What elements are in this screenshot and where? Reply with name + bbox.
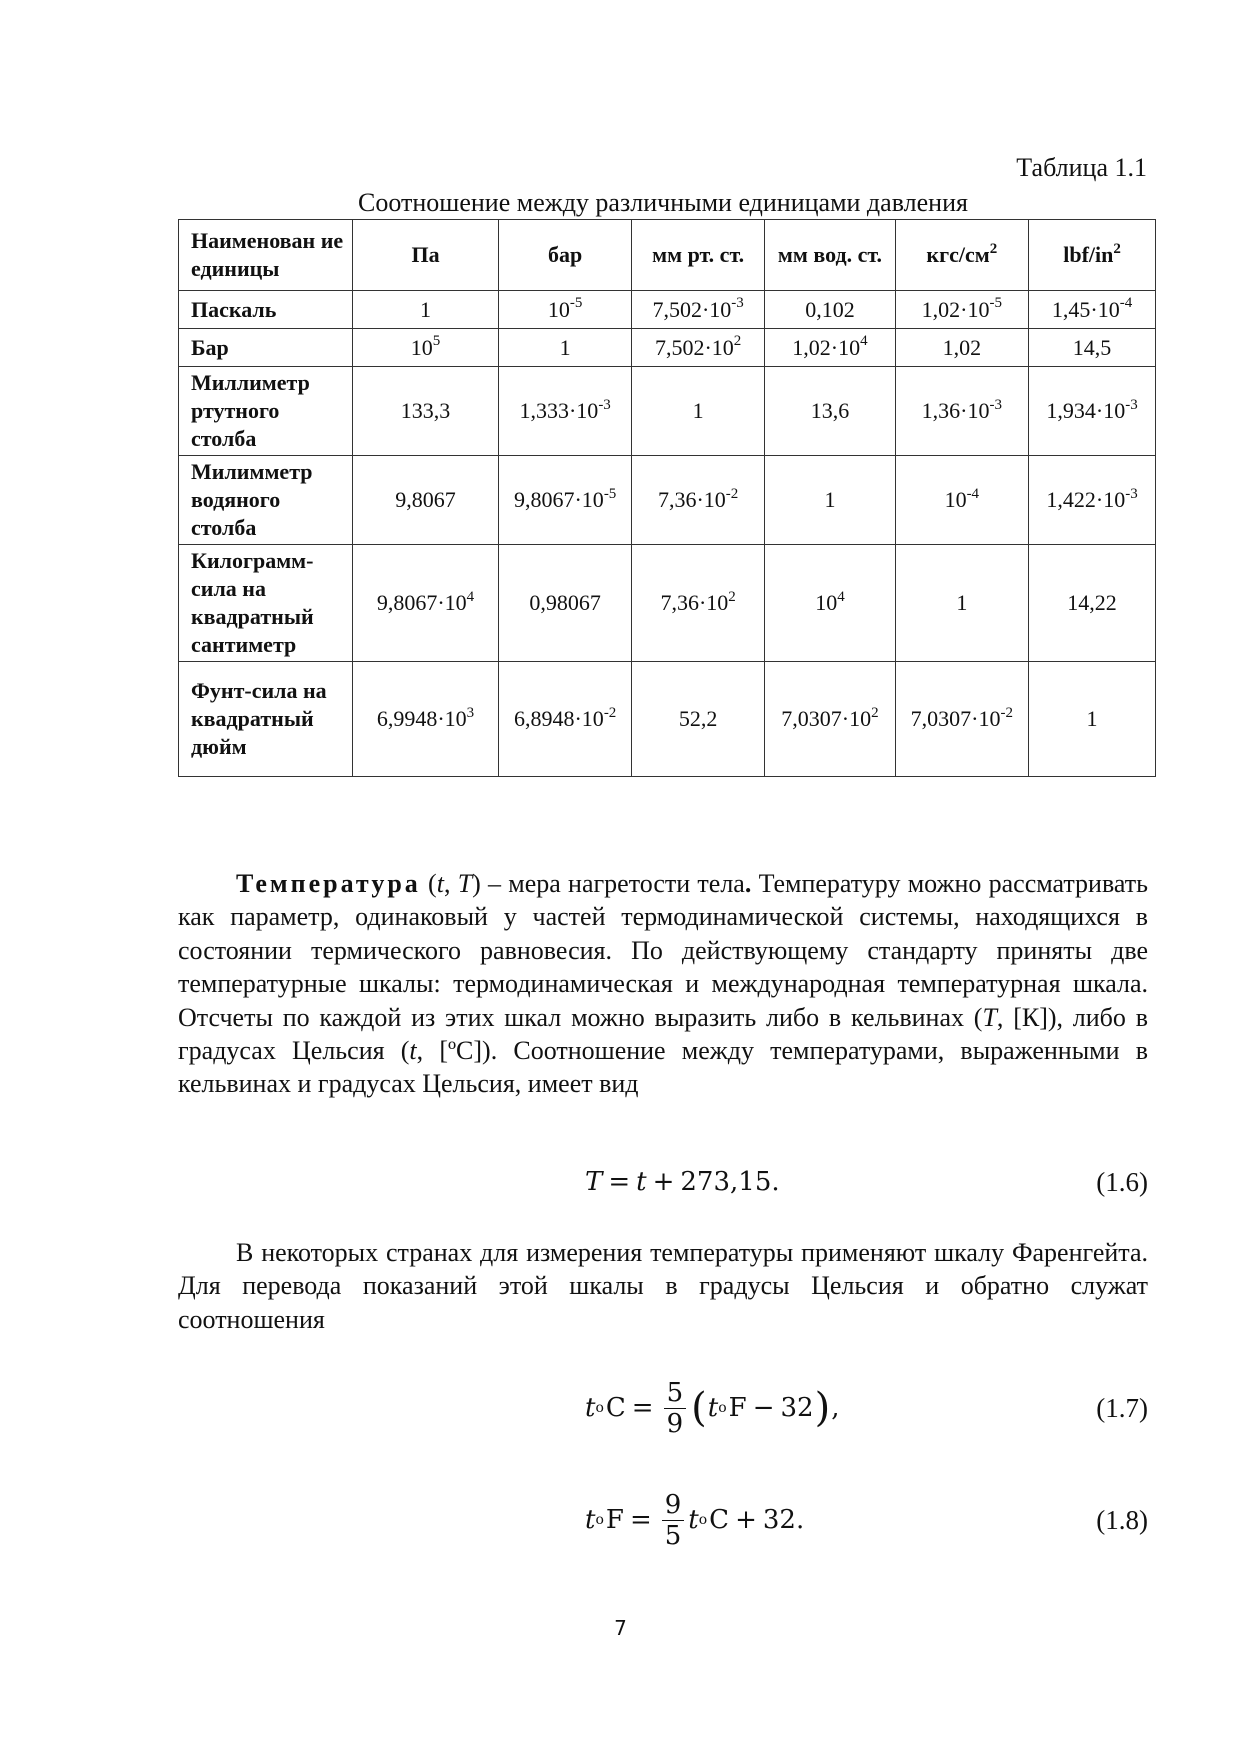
table-cell: 14,22 — [1029, 545, 1156, 662]
table-cell: $7,0307\cdot 10^{-2}$ — [895, 662, 1029, 777]
formula-1-8 — [178, 1490, 1148, 1550]
paragraph-temperature: Температура (t, T) – мера нагретости тела. Температуру можно рассматривать как параметр, одинаковый у частей термодинамической системы, находящихся в состоянии термического равновесия. По действующему стандарту приняты две температурные шкалы: термодинамическая и международная температурная шкала. Отсчеты по каждой из этих шкал можно выразить либо в кельвинах (T, [К]), либо в градусах Цельсия (t, [ºС]). Соотношение между температурами, выраженными в кельвинах и градусах Цельсия, имеет вид — [178, 869, 1148, 1099]
table-cell: 1 — [352, 291, 499, 329]
formula-number: (1.8) — [1096, 1504, 1148, 1535]
table-cell: $7,502\cdot 10^{-3}$ — [631, 291, 765, 329]
table-cell: 0,102 — [765, 291, 895, 329]
formula-number: (1.7) — [1096, 1392, 1148, 1423]
formula-1-7 — [178, 1378, 1148, 1438]
table-cell: 1 — [631, 367, 765, 456]
formula-1-6 — [178, 1152, 1148, 1212]
formula-number: (1.6) — [1096, 1166, 1148, 1197]
table-title: Соотношение между различными единицами давления — [358, 188, 968, 217]
table-cell: $10^4$ — [765, 545, 895, 662]
table-header-row — [179, 220, 1156, 291]
row-unit-name: Бар — [179, 329, 353, 367]
term-temperature: Температура — [236, 869, 421, 898]
table-cell: $10^5$ — [352, 329, 499, 367]
table-cell: $1,45\cdot 10^{-4}$ — [1029, 291, 1156, 329]
page-number: 7 — [614, 1616, 627, 1640]
table-cell: $9,8067\cdot 10^{-5}$ — [499, 456, 631, 545]
table-row — [179, 662, 1156, 777]
table-row — [179, 545, 1156, 662]
header-cell: Па — [352, 220, 499, 291]
table-cell: $10^{-4}$ — [895, 456, 1029, 545]
table-cell: $6,9948\cdot 10^3$ — [352, 662, 499, 777]
header-cell: Наименован ие единицы — [179, 220, 353, 291]
row-unit-name: Килограмм-сила на квадратный сантиметр — [179, 545, 353, 662]
header-cell: lbf/$in^2$ — [1029, 220, 1156, 291]
table-cell: 1 — [1029, 662, 1156, 777]
table-cell: $9,8067\cdot 10^4$ — [352, 545, 499, 662]
table-cell: $1,02\cdot 10^{-5}$ — [895, 291, 1029, 329]
table-body — [179, 291, 1156, 777]
table-label: Таблица 1.1 — [1016, 153, 1147, 182]
table-cell: 13,6 — [765, 367, 895, 456]
table-row — [179, 367, 1156, 456]
table-row — [179, 456, 1156, 545]
fraction: $\frac{5}{9}$ — [664, 1378, 687, 1439]
fraction: $\frac{9}{5}$ — [662, 1490, 685, 1551]
paragraph-fahrenheit: В некоторых странах для измерения температуры применяют шкалу Фаренгейта. Для перевода показаний этой шкалы в градусы Цельсия и обратно служат соотношения — [178, 1238, 1148, 1334]
table-cell: 14,5 — [1029, 329, 1156, 367]
table-cell: $1,36\cdot 10^{-3}$ — [895, 367, 1029, 456]
header-cell: мм вод. ст. — [765, 220, 895, 291]
table-cell: $6,8948\cdot 10^{-2}$ — [499, 662, 631, 777]
table-cell: $7,502\cdot 10^2$ — [631, 329, 765, 367]
table-cell: $7,36\cdot 10^2$ — [631, 545, 765, 662]
row-unit-name: Милимметр водяного столба — [179, 456, 353, 545]
row-unit-name: Миллиметр ртутного столба — [179, 367, 353, 456]
table-cell: $1,934\cdot 10^{-3}$ — [1029, 367, 1156, 456]
row-unit-name: Паскаль — [179, 291, 353, 329]
formula-expression: t o C = $\frac{5}{9}$ ( t o F − 32 ) , — [585, 1377, 840, 1439]
table-cell: 1,02 — [895, 329, 1029, 367]
header-cell: кгс/$см^2$ — [895, 220, 1029, 291]
header-cell: мм рт. ст. — [631, 220, 765, 291]
table-cell: 1 — [765, 456, 895, 545]
table-cell: $7,0307\cdot 10^2$ — [765, 662, 895, 777]
table-cell: $10^{-5}$ — [499, 291, 631, 329]
table-cell: 9,8067 — [352, 456, 499, 545]
pressure-units-table — [178, 219, 1156, 777]
row-unit-name: Фунт-сила на квадратный дюйм — [179, 662, 353, 777]
table-cell: $1,422\cdot 10^{-3}$ — [1029, 456, 1156, 545]
table-row — [179, 291, 1156, 329]
table-row — [179, 329, 1156, 367]
table-cell: 1 — [895, 545, 1029, 662]
table-cell: 52,2 — [631, 662, 765, 777]
formula-expression: t o F = $\frac{9}{5}$ t o C + 32 . — [585, 1489, 805, 1551]
table-cell: 133,3 — [352, 367, 499, 456]
table-cell: $1,333\cdot 10^{-3}$ — [499, 367, 631, 456]
table-cell: 0,98067 — [499, 545, 631, 662]
formula-expression: T = t + 273,15 . — [585, 1167, 780, 1197]
table-cell: $7,36\cdot 10^{-2}$ — [631, 456, 765, 545]
table-cell: $1,02\cdot 10^4$ — [765, 329, 895, 367]
header-cell: бар — [499, 220, 631, 291]
table-cell: 1 — [499, 329, 631, 367]
